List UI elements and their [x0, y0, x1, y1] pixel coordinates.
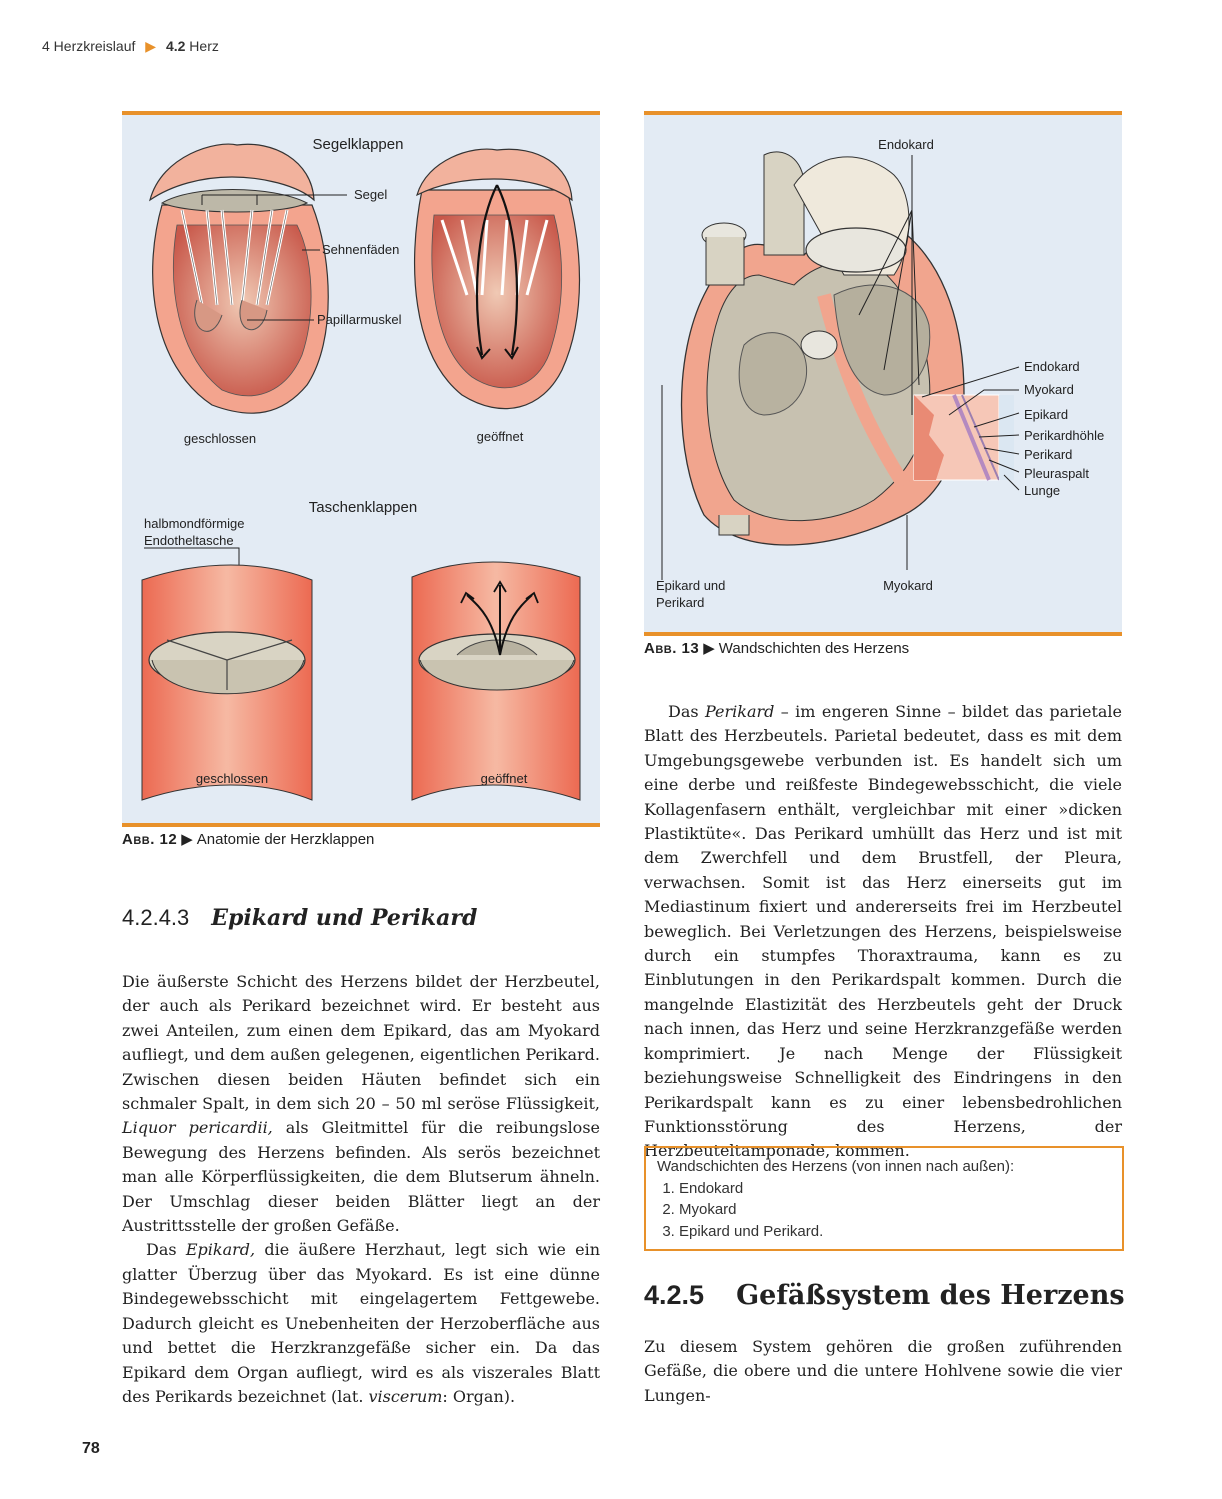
- list-item: 1. Endokard: [679, 1178, 1111, 1200]
- header-chapter: 4 Herzkreislauf: [42, 38, 136, 54]
- text-run: : Organ).: [442, 1386, 516, 1406]
- text-run: Das: [146, 1240, 186, 1260]
- heart-cross-section: [682, 152, 965, 545]
- header-section-title: Herz: [189, 38, 219, 54]
- label-halbmond-1: halbmondförmige: [144, 516, 245, 531]
- figure-12-illustration: [122, 115, 600, 823]
- list-item: 2. Myokard: [679, 1199, 1111, 1221]
- section2-title: Gefäßsystem des Herzens: [736, 1280, 1125, 1311]
- section2-number: 4.2.5: [644, 1280, 705, 1310]
- layer-label-3: Epikard: [1024, 407, 1069, 422]
- caption-13-text: Wandschichten des Herzens: [718, 640, 910, 657]
- layer-label-1: Endokard: [1024, 359, 1080, 374]
- paragraph: [122, 1238, 600, 1409]
- italic-term: Perikard: [704, 702, 775, 721]
- label-segel: Segel: [354, 187, 388, 202]
- italic-term: Epikard,: [185, 1240, 256, 1260]
- paragraph: Zu diesem System gehören die großen zuführenden Gefäße, die obere und die untere Hohlvene sowie die vier Lungen-: [644, 1337, 1122, 1405]
- label-endokard-top: Endokard: [878, 137, 934, 152]
- label-halbmond-2: Endotheltasche: [144, 533, 234, 548]
- layer-label-4: Perikardhöhle: [1024, 428, 1105, 443]
- figure-12: [122, 111, 600, 827]
- text-run: als Gleitmittel für die reibungslose Bewegung des Herzens befinden. Als serös bezeichnet man alle Körperflüssigkeiten, die dem Blutserum ähneln. Der Umschlag dieser beiden Blätter liegt an der Austrittsstelle der großen Gefäße.: [122, 1118, 600, 1236]
- text-run: – im engeren Sinne – bildet das parietale Blatt des Herzbeutels. Parietal bedeutet, dass es mit dem Umgebungsgewebe verbunden ist. Es handelt sich um eine derbe und reißfeste Bindegewebsschicht, die viele Kollagenfasern enthält, vergleichbar mit einer »dicken Plastiktüte«. Das Perikard umhüllt das Herz und ist mit dem Zwerchfell und dem Brustfell, der Pleura, verwachsen. Somit ist das Herz einerseits gut im Mediastinum fixiert und andererseits frei im Herzbeutel beweglich. Bei Verletzungen des Herzens, beispielsweise durch ein stumpfes Thoraxtrauma, kann es zu Einblutungen in den Perikardspalt kommen. Durch die mangelnde Elastizität des Herzbeutels geht der Druck nach innen, das Herz und seine Herzkranzgefäße werden komprimiert. Je nach Menge der Flüssigkeit beziehungsweise Schnelligkeit des Eindringens in den Perikardspalt kann es zu einer lebensbedrohlichen Funktionsstörung des Herzens, der Herzbeuteltamponade, kommen.: [644, 702, 1122, 1161]
- caption-arrow-icon: ▶: [181, 831, 193, 848]
- right-column-text: [644, 700, 1122, 1164]
- label-geschlossen-top: geschlossen: [183, 431, 257, 446]
- section-title: Epikard und Perikard: [211, 905, 478, 931]
- right-column-text-2: [644, 1335, 1122, 1408]
- italic-term: Liquor pericardii,: [122, 1118, 273, 1138]
- italic-term: viscerum: [368, 1386, 443, 1406]
- label-papillarmuskel: Papillarmuskel: [317, 312, 402, 327]
- layer-label-6: Pleuraspalt: [1024, 466, 1090, 481]
- caption-arrow-icon: ▶: [703, 640, 715, 657]
- section-heading-4-2-5: [644, 1280, 1125, 1311]
- header-section-number: 4.2: [165, 38, 186, 54]
- layer-label-5: Perikard: [1024, 447, 1073, 462]
- label-taschenklappen: Taschenklappen: [308, 499, 418, 516]
- semilunar-valve-open: [412, 562, 580, 800]
- av-valve-open: [415, 149, 580, 409]
- semilunar-valve-closed: [142, 565, 312, 800]
- layer-label-7: Lunge: [1024, 483, 1061, 498]
- section-heading-4-2-4-3: [122, 905, 477, 931]
- layer-label-2: Myokard: [1024, 382, 1074, 397]
- running-header: [42, 38, 219, 55]
- figure-13: [644, 111, 1122, 636]
- header-arrow-icon: ▶: [145, 38, 157, 54]
- text-run: Das: [668, 702, 705, 721]
- figure-13-caption: [644, 639, 909, 657]
- text-run: die äußere Herzhaut, legt sich wie ein glatter Überzug über das Myokard. Es ist eine dünne Bindegewebsschicht mit eingelagertem Fettgewebe. Dadurch gleicht es Unebenheiten der Herzoberfläche aus und bettet die Herzkranzgefäße sicher ein. Da das Epikard dem Organ aufliegt, wird es als viszerales Blatt des Perikards bezeichnet (lat.: [122, 1240, 601, 1406]
- label-geoeffnet-bottom: geöffnet: [480, 771, 528, 786]
- section-number: 4.2.4.3: [122, 905, 190, 930]
- paragraph: [122, 970, 600, 1238]
- caption-12-text: Anatomie der Herzklappen: [196, 831, 375, 848]
- label-epikard-perikard-2: Perikard: [656, 595, 705, 610]
- paragraph: [644, 700, 1122, 1164]
- info-box-title: Wandschichten des Herzens (von innen nach außen):: [657, 1158, 1015, 1175]
- label-myokard: Myokard: [883, 578, 933, 593]
- text-run: Die äußerste Schicht des Herzens bildet der Herzbeutel, der auch als Perikard bezeichnet wird. Er besteht aus zwei Anteilen, zum einen dem Epikard, das am Myokard aufliegt, und dem außen gelegenen, eigentlichen Perikard. Zwischen diesen beiden Häuten befindet sich ein schmaler Spalt, in dem sich 20 – 50 ml seröse Flüssigkeit,: [122, 972, 600, 1114]
- label-segelklappen: Segelklappen: [312, 136, 404, 153]
- info-box-list: [657, 1178, 1111, 1243]
- label-geschlossen-bottom: geschlossen: [195, 771, 269, 786]
- page-number: 78: [82, 1440, 100, 1457]
- label-sehnenfaeden: Sehnenfäden: [322, 242, 400, 257]
- left-column-text: [122, 970, 600, 1409]
- figure-12-caption: [122, 830, 374, 848]
- label-epikard-perikard-1: Epikard und: [656, 578, 726, 593]
- wall-layers-inset: [914, 395, 1014, 480]
- label-geoeffnet-top: geöffnet: [476, 429, 524, 444]
- caption-12-number: Abb. 12: [122, 831, 178, 848]
- list-item: 3. Epikard und Perikard.: [679, 1221, 1111, 1243]
- info-box: [644, 1146, 1124, 1251]
- av-valve-closed: [150, 144, 347, 413]
- figure-13-illustration: [644, 115, 1122, 632]
- caption-13-number: Abb. 13: [644, 640, 700, 657]
